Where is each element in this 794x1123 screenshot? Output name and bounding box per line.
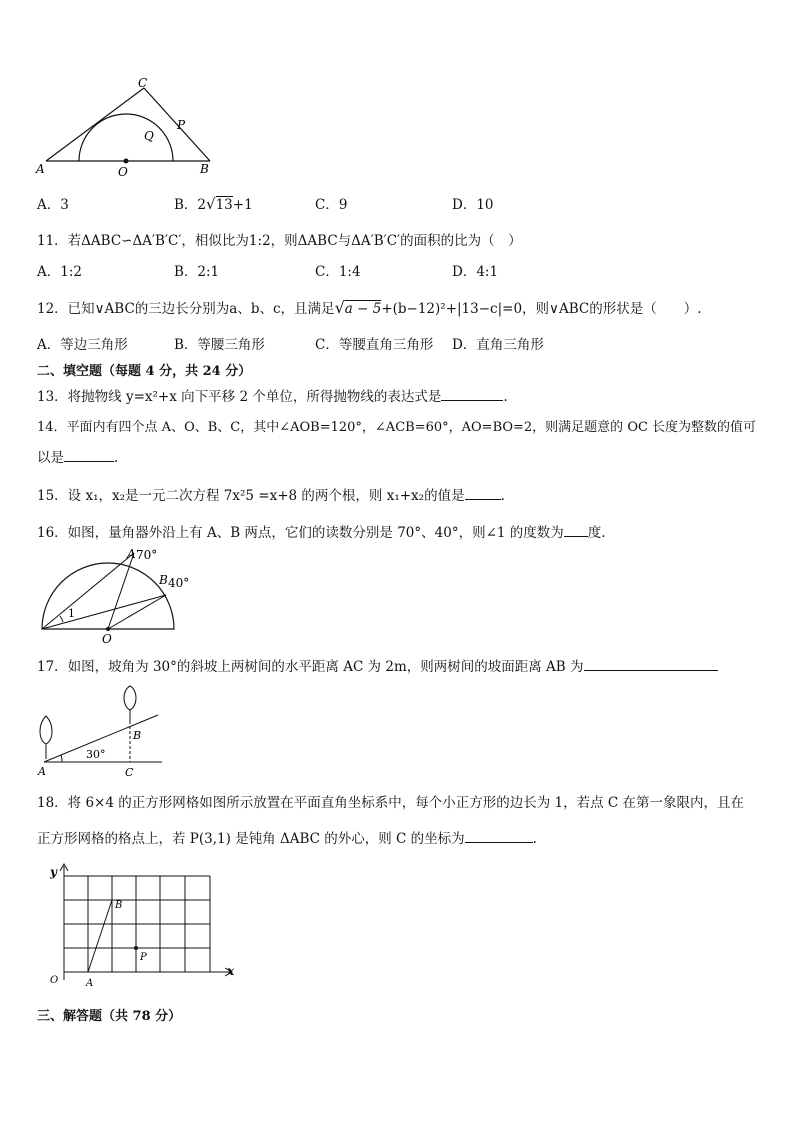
question-12: 12．已知∨ABC的三边长分别为a、b、c，且满足√a − 5+(b−12)²+|13−c|=0，则∨ABC的形状是（ ）.: [37, 298, 702, 317]
q17-text: 17．如图，坡角为 30°的斜坡上两树间的水平距离 AC 为 2m，则两树间的坡面距离 AB 为: [37, 659, 584, 675]
question-11: 11．若ΔABC∽ΔA′B′C′，相似比为1:2，则ΔABC与ΔA′B′C′的面积的比为（ ）: [37, 233, 522, 249]
q10-option-d: D．10: [452, 197, 494, 213]
tree-icon: [40, 716, 52, 744]
q13-text: 13．将抛物线 y=x²+x 向下平移 2 个单位，所得抛物线的表达式是: [37, 389, 442, 405]
answer-blank: [564, 524, 588, 537]
label-p: P: [140, 952, 147, 963]
question-18-line1: 18．将 6×4 的正方形网格如图所示放置在平面直角坐标系中，每个小正方形的边长为 1，若点 C 在第一象限内，且在: [37, 795, 745, 811]
option-b-tail: +1: [232, 197, 253, 213]
origin-label: O: [50, 975, 59, 986]
x-axis-label: x: [227, 964, 235, 978]
question-14-line2: 以是 .: [37, 450, 119, 466]
label-a: A: [38, 765, 46, 778]
q12-radicand: a − 5: [344, 301, 382, 317]
q11-option-d: D．4:1: [452, 264, 499, 280]
option-b-coef: 2: [197, 197, 207, 213]
label-a: A: [36, 162, 45, 176]
q12-part2: +(b−12)²+|13−c|=0，则∨ABC的形状是（ ）.: [381, 301, 702, 317]
label-b: B: [115, 900, 123, 911]
answer-blank: [584, 658, 718, 671]
figure-q17: [34, 684, 164, 780]
question-17: [37, 655, 718, 675]
label-p: P: [177, 118, 186, 132]
q12-option-c: C．等腰直角三角形: [315, 337, 434, 353]
label-c: C: [138, 76, 148, 90]
angle-30-label: 30°: [86, 748, 106, 761]
q11-option-b: B．2:1: [174, 264, 220, 280]
figure-q16: [38, 545, 198, 645]
label-b: B: [133, 729, 142, 742]
answer-blank: [441, 388, 503, 401]
section-2-title: 二、填空题（每题 4 分，共 24 分）: [37, 364, 252, 379]
q18-line2-text: 正方形网格的格点上，若 P(3,1) 是钝角 ΔABC 的外心，则 C 的坐标为: [37, 831, 465, 847]
label-a: A: [86, 978, 94, 989]
q10-option-c: C．9: [315, 197, 348, 213]
question-16: [37, 521, 606, 541]
tree-icon: [124, 686, 136, 710]
answer-blank: [465, 830, 533, 843]
q16-text: 16．如图，量角器外沿上有 A、B 两点，它们的读数分别是 70°、40°，则∠1 的度数为: [37, 525, 564, 541]
q15-text: 15．设 x₁，x₂是一元二次方程 7x²5 =x+8 的两个根，则 x₁+x₂的值是: [37, 488, 465, 504]
q12-option-a: A．等边三角形: [37, 337, 128, 353]
reading-70: 70°: [136, 548, 158, 562]
figure-q10: [34, 76, 224, 184]
question-13: 13．将抛物线 y=x²+x 向下平移 2 个单位，所得抛物线的表达式是 .: [37, 389, 508, 405]
label-o: O: [102, 632, 112, 645]
question-15: 15．设 x₁，x₂是一元二次方程 7x²5 =x+8 的两个根，则 x₁+x₂的值是 .: [37, 488, 505, 504]
answer-blank: [465, 487, 501, 500]
q10-option-a: A．3: [37, 197, 69, 213]
q11-option-c: C．1:4: [315, 264, 361, 280]
q16-unit: 度.: [587, 525, 606, 541]
label-b: B: [159, 573, 168, 587]
q10-option-b: B．2√13+1: [174, 195, 253, 213]
label-c: C: [125, 766, 134, 779]
option-b-prefix: B．: [174, 197, 198, 213]
question-14-line1: 14．平面内有四个点 A、O、B、C，其中∠AOB=120°，∠ACB=60°，AO=BO=2，则满足题意的 OC 长度为整数的值可: [37, 420, 757, 435]
answer-blank: [64, 449, 114, 462]
section-3-title: 三、解答题（共 78 分）: [37, 1009, 182, 1024]
option-b-radicand: 13: [215, 197, 233, 213]
label-a: A: [127, 547, 136, 561]
label-q: Q: [144, 129, 154, 143]
reading-40: 40°: [168, 576, 190, 590]
q12-option-d: D．直角三角形: [452, 337, 544, 353]
q12-part1: 12．已知∨ABC的三边长分别为a、b、c，且满足: [37, 301, 335, 317]
question-18-line2: 正方形网格的格点上，若 P(3,1) 是钝角 ΔABC 的外心，则 C 的坐标为 .: [37, 831, 537, 847]
label-b: B: [200, 162, 209, 176]
q14-line2-text: 以是: [37, 450, 64, 466]
figure-q18: [44, 862, 240, 994]
q11-option-a: A．1:2: [37, 264, 82, 280]
q12-option-b: B．等腰三角形: [174, 337, 265, 353]
y-axis-label: y: [50, 865, 57, 879]
angle-1-label: 1: [68, 607, 75, 620]
label-o: O: [118, 165, 128, 179]
